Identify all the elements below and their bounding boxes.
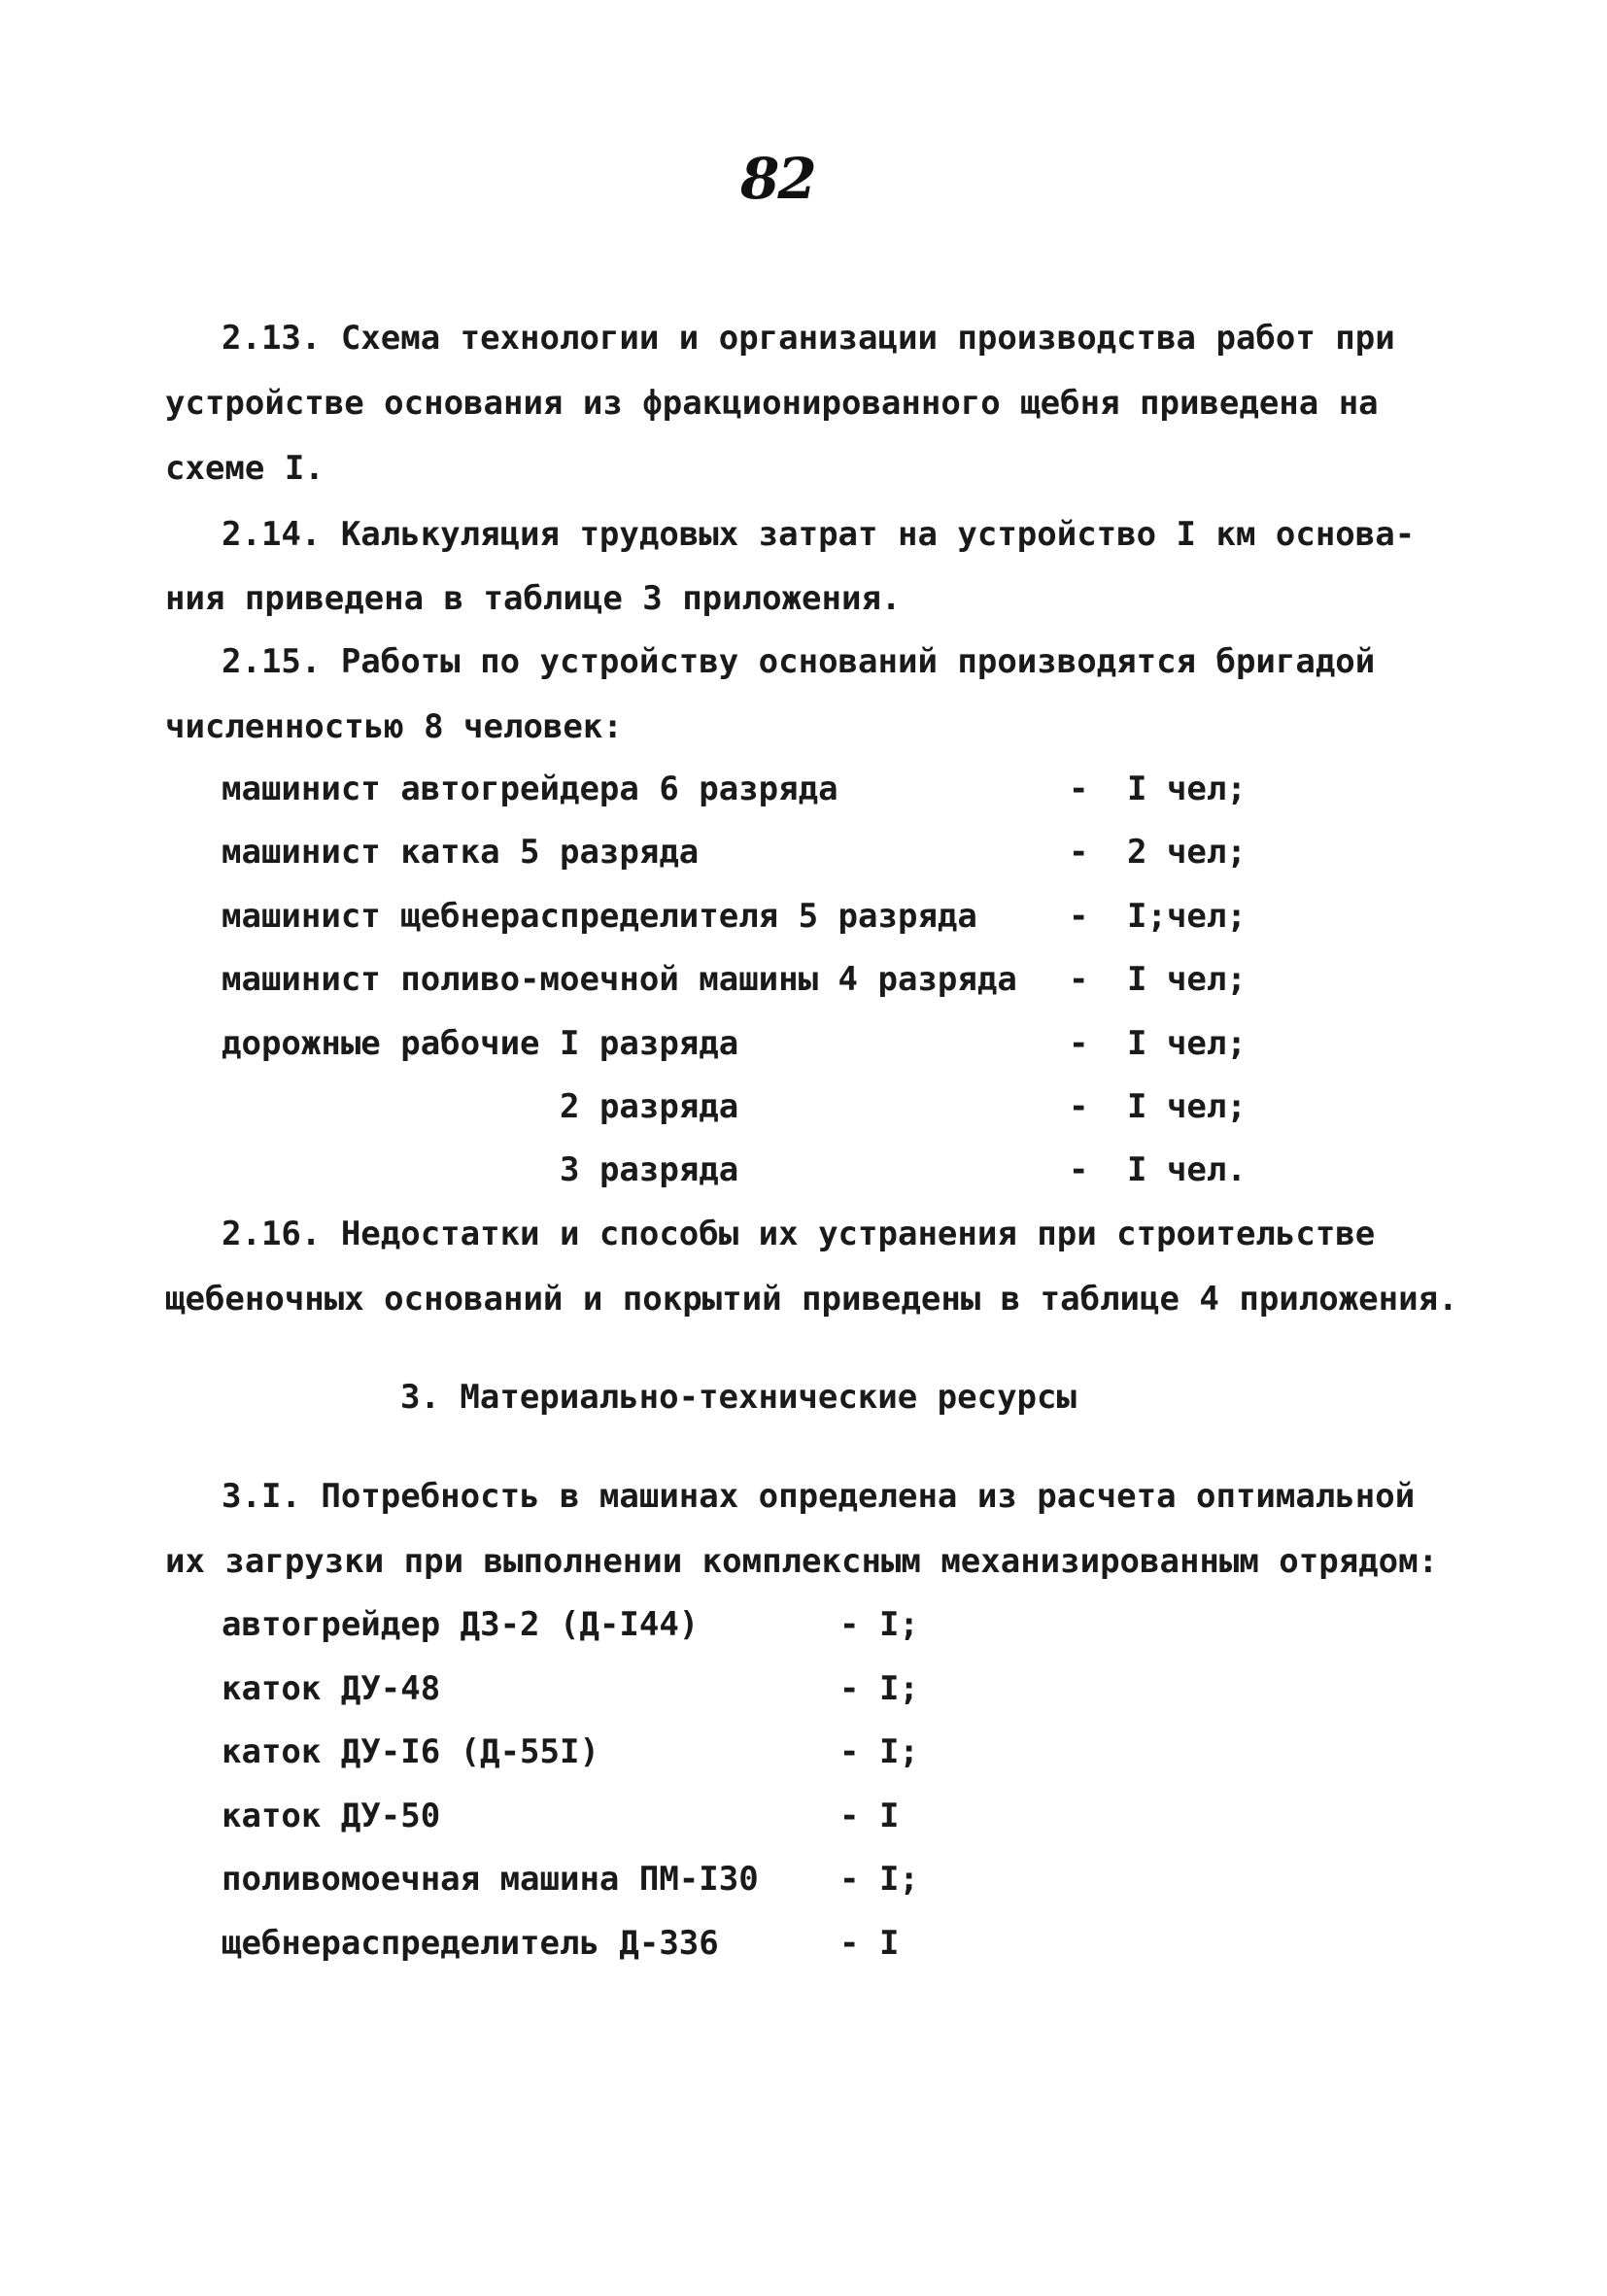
p215-line-1: 2.15. Работы по устройству оснований производятся бригадой bbox=[222, 642, 1376, 681]
crew-dash: - bbox=[1069, 897, 1089, 936]
machine-row bbox=[222, 1860, 999, 1899]
crew-dash: - bbox=[1069, 1150, 1089, 1189]
machine-row bbox=[222, 1605, 999, 1644]
machine-count: - I; bbox=[839, 1732, 919, 1771]
machine-name: поливомоечная машина ПМ-I30 bbox=[222, 1860, 759, 1899]
crew-row bbox=[222, 1024, 1290, 1063]
crew-role: машинист автогрейдера 6 разряда bbox=[222, 770, 838, 808]
p31-line-2: их загрузки при выполнении комплексным механизированным отрядом: bbox=[165, 1542, 1439, 1581]
crew-count: I чел; bbox=[1127, 960, 1247, 999]
machine-name: каток ДУ-50 bbox=[222, 1797, 441, 1835]
machine-count: - I; bbox=[839, 1605, 919, 1644]
machine-row bbox=[222, 1669, 999, 1708]
crew-dash: - bbox=[1069, 1024, 1089, 1063]
crew-dash: - bbox=[1069, 833, 1089, 872]
machine-count: - I; bbox=[839, 1860, 919, 1899]
crew-count: I чел. bbox=[1127, 1150, 1247, 1189]
machine-count: - I bbox=[839, 1924, 900, 1963]
crew-dash: - bbox=[1069, 770, 1089, 808]
crew-dash: - bbox=[1069, 1087, 1089, 1126]
crew-role: машинист поливо-моечной машины 4 разряда bbox=[222, 960, 1017, 999]
crew-row bbox=[222, 960, 1290, 999]
p213-line-1: 2.13. Схема технологии и организации производства работ при bbox=[222, 319, 1395, 358]
crew-count: 2 чел; bbox=[1127, 833, 1247, 872]
machine-row bbox=[222, 1732, 999, 1771]
crew-row bbox=[222, 897, 1290, 936]
p31-line-1: 3.I. Потребность в машинах определена из расчета оптимальной bbox=[222, 1477, 1416, 1516]
machine-count: - I; bbox=[839, 1669, 919, 1708]
page-number: 82 bbox=[740, 146, 815, 212]
machine-name: каток ДУ-48 bbox=[222, 1669, 441, 1708]
crew-count: I чел; bbox=[1127, 1087, 1247, 1126]
p214-line-1: 2.14. Калькуляция трудовых затрат на устройство I км основа- bbox=[222, 515, 1416, 554]
crew-dash: - bbox=[1069, 960, 1089, 999]
crew-count: I;чел; bbox=[1127, 897, 1247, 936]
crew-row bbox=[222, 1087, 1290, 1126]
p213-line-2: устройстве основания из фракционированного щебня приведена на bbox=[165, 384, 1379, 423]
machine-row bbox=[222, 1797, 999, 1835]
crew-role: машинист щебнераспределителя 5 разряда bbox=[222, 897, 977, 936]
p216-line-2: щебеночных оснований и покрытий приведены в таблице 4 приложения. bbox=[165, 1280, 1458, 1319]
machine-name: автогрейдер ДЗ-2 (Д-I44) bbox=[222, 1605, 700, 1644]
crew-count: I чел; bbox=[1127, 770, 1247, 808]
crew-count: I чел; bbox=[1127, 1024, 1247, 1063]
p214-line-2: ния приведена в таблице 3 приложения. bbox=[165, 579, 902, 618]
section-3-heading: 3. Материально-технические ресурсы bbox=[400, 1378, 1077, 1417]
crew-role: 3 разряда bbox=[560, 1150, 739, 1189]
p215-line-2: численностью 8 человек: bbox=[165, 707, 623, 746]
crew-role: дорожные рабочие I разряда bbox=[222, 1024, 739, 1063]
machine-name: щебнераспределитель Д-336 bbox=[222, 1924, 719, 1963]
p213-line-3: схеме I. bbox=[165, 449, 325, 488]
machine-count: - I bbox=[839, 1797, 900, 1835]
crew-role: машинист катка 5 разряда bbox=[222, 833, 700, 872]
crew-row bbox=[222, 833, 1290, 872]
p216-line-1: 2.16. Недостатки и способы их устранения при строительстве bbox=[222, 1215, 1376, 1253]
crew-row bbox=[222, 1150, 1290, 1189]
machine-name: каток ДУ-I6 (Д-55I) bbox=[222, 1732, 599, 1771]
crew-role: 2 разряда bbox=[560, 1087, 739, 1126]
crew-row bbox=[222, 770, 1290, 808]
machine-row bbox=[222, 1924, 999, 1963]
